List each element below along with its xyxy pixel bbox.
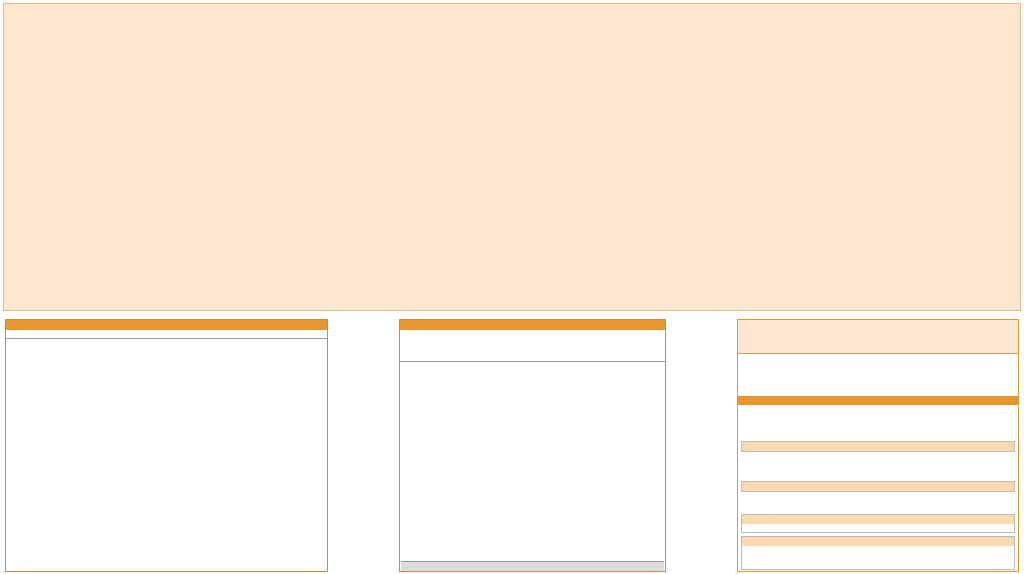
bemerkungen-section — [741, 536, 1015, 570]
rohrlaengen-summary-panel — [399, 319, 666, 572]
heizsysteme-summary-panel — [5, 319, 328, 572]
bemerkungen-title — [742, 537, 1014, 546]
rohrlaengen-sum-row — [401, 561, 664, 571]
gesamtdurchfluss-section — [741, 406, 1015, 432]
pump-banner — [738, 396, 1018, 405]
fuellwasser-title — [742, 515, 1014, 524]
fbh-area-title — [742, 442, 1014, 451]
verteiler-summary-panel — [737, 319, 1019, 572]
rohrlaengen-title — [400, 320, 665, 330]
room-calculation-table — [3, 3, 1021, 311]
fbh-area-section — [741, 441, 1015, 452]
heizsysteme-title — [6, 320, 327, 330]
leistungen-title — [742, 482, 1014, 491]
fuellwasser-section — [741, 514, 1015, 533]
leistungen-section — [741, 481, 1015, 492]
